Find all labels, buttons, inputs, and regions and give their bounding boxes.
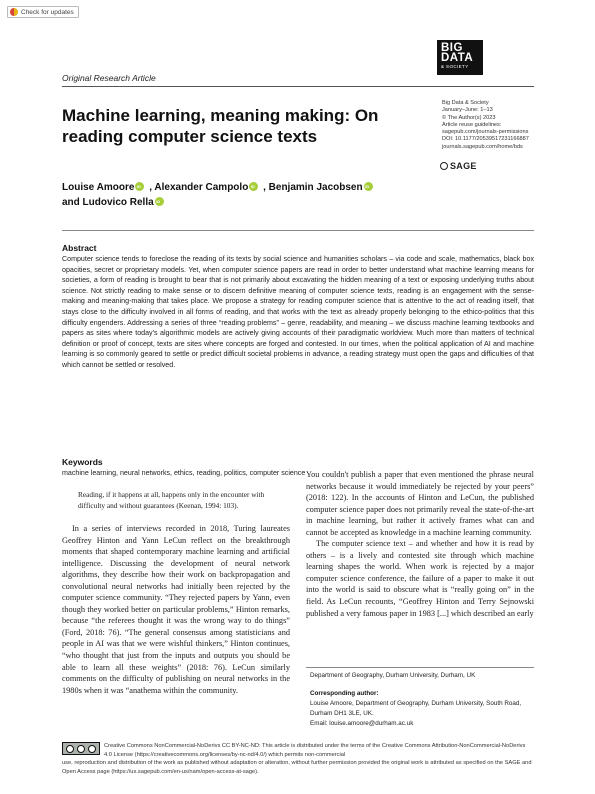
author-name[interactable]: Benjamin Jacobsen: [268, 182, 363, 193]
body-column-left: [62, 523, 290, 696]
logo-line-2: DATA: [441, 52, 474, 64]
orcid-icon[interactable]: [135, 182, 144, 191]
doi-link[interactable]: DOI: 10.1177/20539517231166887: [442, 136, 529, 143]
epigraph: [78, 489, 290, 511]
logo-line-3: & SOCIETY: [441, 64, 469, 69]
crossmark-icon: [10, 8, 18, 16]
cc-icon: [66, 745, 74, 753]
body-paragraph: In a series of interviews recorded in 2018, Turing laureates Geoffrey Hinton and Yann LeCun reflect on the breakthrough moments that shaped contemporary machine learning and artificial intelligence. Discussing the development of neural network algorithms, they describe how their work on backpropagation and convolutional neural networks had initially been rejected by the computer science community. “They rejected papers by Yann, even though they worked better on particular problems,” Hinton remarks, because “the referees thought it was the wrong way to do things” (Ford, 2018: 76). “The general consensus among statisticians and people in AI was that we were wishful thinkers,” Hinton continues, “who thought that just from the inputs and outputs you should be able to learn all these weights” (2018: 76). LeCun similarly comments on the difficulty of publishing on neural networks in the 1980s when it was “anathema within the community.: [62, 524, 290, 695]
journal-info: [442, 100, 529, 151]
cc-license-badge: [62, 742, 100, 755]
author-name[interactable]: Alexander Campolo: [154, 182, 249, 193]
sage-label: SAGE: [450, 161, 477, 171]
footnote-divider: [306, 667, 534, 668]
journal-copyright: © The Author(s) 2023: [442, 114, 496, 121]
orcid-icon[interactable]: [249, 182, 258, 191]
abstract-text: Computer science tends to foreclose the reading of its texts by social science and humanities scholars – via code and scale, mathematics, black box opacities, secret or proprietary models. Yet, when computer science papers are read in order to better understand what machine learning means for societies, a form of reading is brought to bear that is not primarily about excavating the hidden meaning of a text or exposing underlying truths about science. Not strictly reading to make sense or to discern definitive meaning of computer science texts, reading is an engagement with the sense-making and meaning-making that takes place. We propose a strategy for reading computer science that is attentive to the act of reading itself, that stays close to the difficulty involved in all forms of reading, and that works with the text as already properly belonging to the ethico-politics that this difficulty engenders. Addressing a series of three “reading problems” – genre, readability, and meaning – we discuss machine learning textbooks and papers as sites where today's algorithmic models are actively giving accounts of their paradigmatic worldview. Much more than matters of technical definition or proof of concept, texts are sites where concepts are forged and contested. In our times, when the political application of AI and machine learning is so commonly geared to settle or predict difficult societal problems in advance, a reading strategy must open the gaps and difficulties of that which cannot be settled or resolved.: [62, 255, 534, 369]
orcid-icon[interactable]: [364, 182, 373, 191]
author-name[interactable]: Louise Amoore: [62, 182, 135, 193]
author-separator: ,: [146, 182, 155, 193]
license-text-continued: use, reproduction and distribution of the work as published without adaptation or alteration, without further permission provided the original work is attributed as specified on the SAGE and Open Access page (https://us.sagepub.com/en-us/nam/open-access-at-sage).: [62, 760, 532, 775]
abstract-heading: Abstract: [62, 243, 97, 253]
abstract-divider: [62, 230, 534, 231]
corresponding-author-address: Louise Amoore, Department of Geography, Durham University, South Road, Durham DH1 3LE, UK.: [310, 700, 522, 717]
author-name[interactable]: and Ludovico Rella: [62, 197, 154, 208]
journal-name: Big Data & Society: [442, 100, 489, 106]
keywords-heading: Keywords: [62, 457, 103, 467]
orcid-icon[interactable]: [155, 197, 164, 206]
license-text: Creative Commons NonCommercial-NoDerivs CC BY-NC-ND: This article is distributed under the terms of the Creative Commons Attribution-NonCommercial-NoDerivs 4.0 License (https://creativecommons.org/licenses/by-nc-nd/4.0/) which permits non-commercial: [104, 743, 526, 758]
journal-issue: January–June: 1–13: [442, 107, 493, 114]
reuse-guidelines: Article reuse guidelines:: [442, 121, 502, 128]
author-affiliation: Department of Geography, Durham University, Durham, UK: [310, 672, 476, 679]
check-for-updates-button[interactable]: [7, 6, 79, 18]
keywords-text: machine learning, neural networks, ethics, reading, politics, computer science: [62, 469, 306, 477]
corresponding-author-email[interactable]: Email: louise.amoore@durham.ac.uk: [310, 719, 414, 727]
logo-line-1: BIG: [441, 42, 463, 54]
permissions-link[interactable]: sagepub.com/journals-permissions: [442, 129, 529, 136]
body-paragraph: The computer science text – and whether and how it is read by others – is a lively and contested site through which machine learning shapes the world. When work is rejected by a major computer science conference, the failure of a paper to make it out into the world is said to obscure what is “really going on” in the field. As LeCun recounts, “Geoffrey Hinton and Terry Sejnowski published a very famous paper in 1983 [...] which described an early: [306, 539, 534, 618]
article-title: Machine learning, meaning making: On reading computer science texts: [62, 106, 379, 146]
sage-mark-icon: [440, 162, 448, 170]
check-updates-label: Check for updates: [21, 8, 74, 16]
by-icon: [77, 745, 85, 753]
author-list: [62, 180, 482, 210]
journal-logo: [437, 40, 483, 75]
corresponding-author-details: [310, 699, 530, 728]
corresponding-author-heading: Corresponding author:: [310, 690, 379, 697]
header-divider: [62, 86, 534, 87]
epigraph-text: Reading, if it happens at all, happens only in the encounter with difficulty and without guarantees (Keenan, 1994: 103).: [78, 490, 265, 510]
author-separator: ,: [260, 182, 269, 193]
body-paragraph: You couldn't publish a paper that even mentioned the phrase neural networks because it would immediately be rejected by your peers” (2018: 122). In the accounts of Hinton and LeCun, the published computer science paper does not primarily reveal the state-of-the-art in machine learning, but rather it actively frames what can and cannot be accepted as knowledge in a machine learning community.: [306, 470, 534, 537]
article-type: Original Research Article: [62, 73, 156, 83]
sage-logo: [440, 161, 477, 171]
body-column-right: [306, 469, 534, 619]
journal-home-link[interactable]: journals.sagepub.com/home/bds: [442, 143, 523, 150]
nc-icon: [88, 745, 96, 753]
